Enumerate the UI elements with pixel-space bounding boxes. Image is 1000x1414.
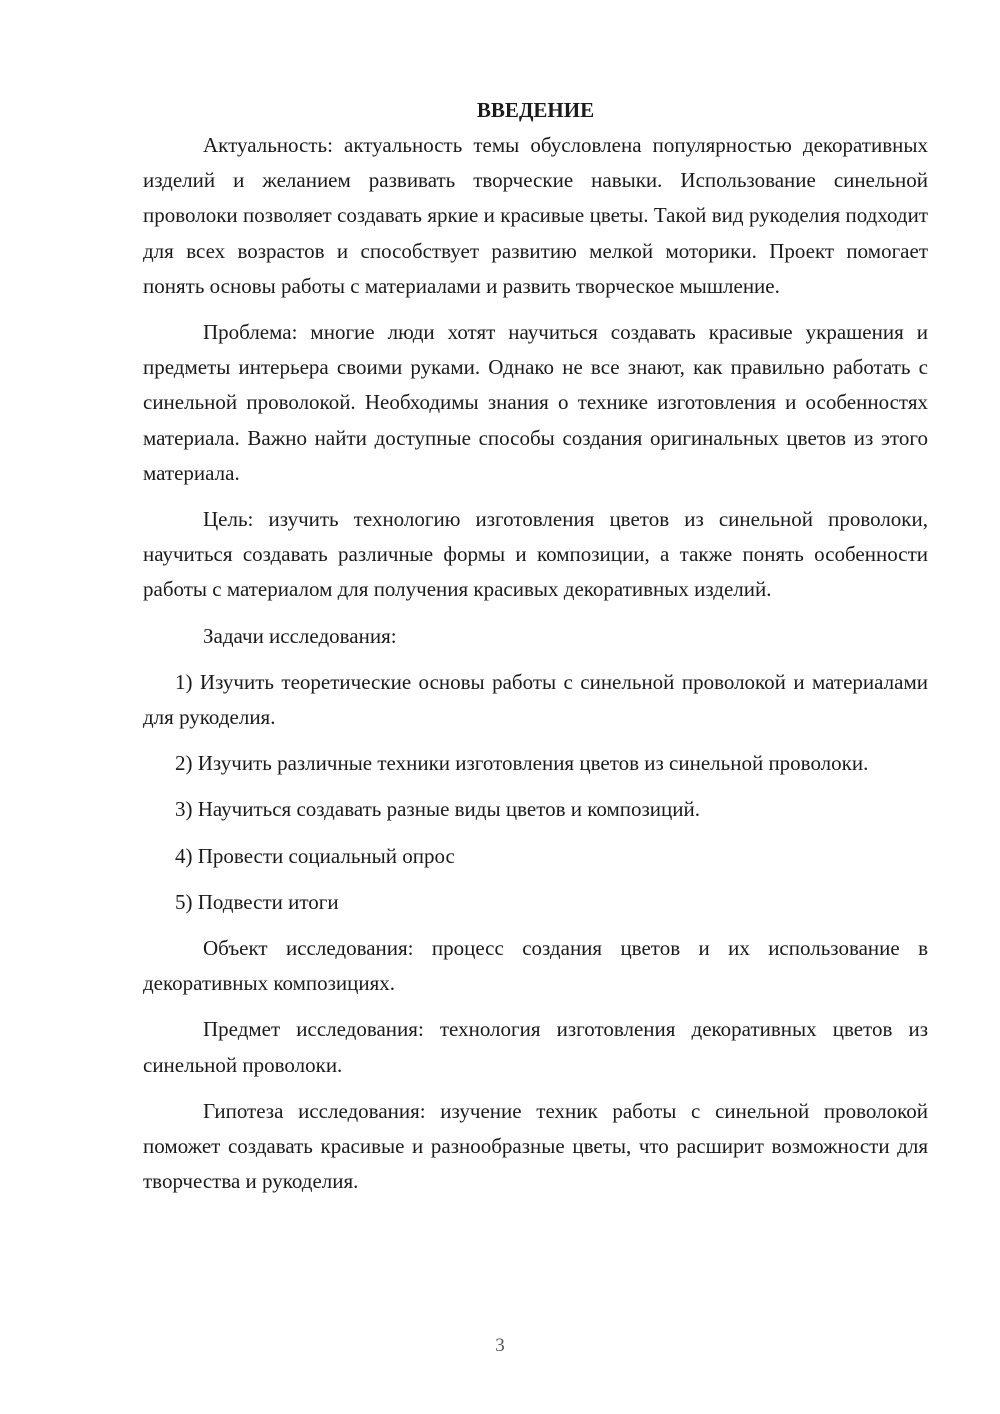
problem-paragraph: Проблема: многие люди хотят научиться создавать красивые украшения и предметы интерьера своими руками. Однако не все знают, как правильно работать с синельной проволокой. Необходимы знания о технике изготовления и особенностях материала. Важно найти доступные способы создания оригинальных цветов из этого материала. xyxy=(143,320,928,485)
document-page xyxy=(143,90,928,1199)
task-item-1: 1) Изучить теоретические основы работы с синельной проволокой и материалами для рукоделия. xyxy=(143,669,928,730)
task-item-4: 4) Провести социальный опрос xyxy=(175,843,455,868)
task-item-5: 5) Подвести итоги xyxy=(175,889,339,914)
subject-paragraph: Предмет исследования: технология изготовления декоративных цветов из синельной проволоки. xyxy=(143,1017,928,1077)
page-title: ВВЕДЕНИЕ xyxy=(476,98,595,122)
tasks-heading: Задачи исследования: xyxy=(203,623,397,648)
relevance-paragraph: Актуальность: актуальность темы обусловлена популярностью декоративных изделий и желанием развивать творческие навыки. Использование синельной проволоки позволяет создавать яркие и красивые цветы. Такой вид рукоделия подходит для всех возрастов и способствует развитию мелкой моторики. Проект помогает понять основы работы с материалами и развить творческое мышление. xyxy=(143,133,928,298)
object-paragraph: Объект исследования: процесс создания цветов и их использование в декоративных композициях. xyxy=(143,936,928,996)
hypothesis-paragraph: Гипотеза исследования: изучение техник работы с синельной проволокой поможет создавать красивые и разнообразные цветы, что расширит возможности для творчества и рукоделия. xyxy=(143,1098,928,1194)
task-item-2: 2) Изучить различные техники изготовления цветов из синельной проволоки. xyxy=(175,751,869,776)
task-item-3: 3) Научиться создавать разные виды цветов и композиций. xyxy=(175,797,701,822)
goal-paragraph: Цель: изучить технологию изготовления цветов из синельной проволоки, научиться создавать различные формы и композиции, а также понять особенности работы с материалом для получения красивых декоративных изделий. xyxy=(143,507,928,602)
page-number: 3 xyxy=(495,1335,505,1356)
